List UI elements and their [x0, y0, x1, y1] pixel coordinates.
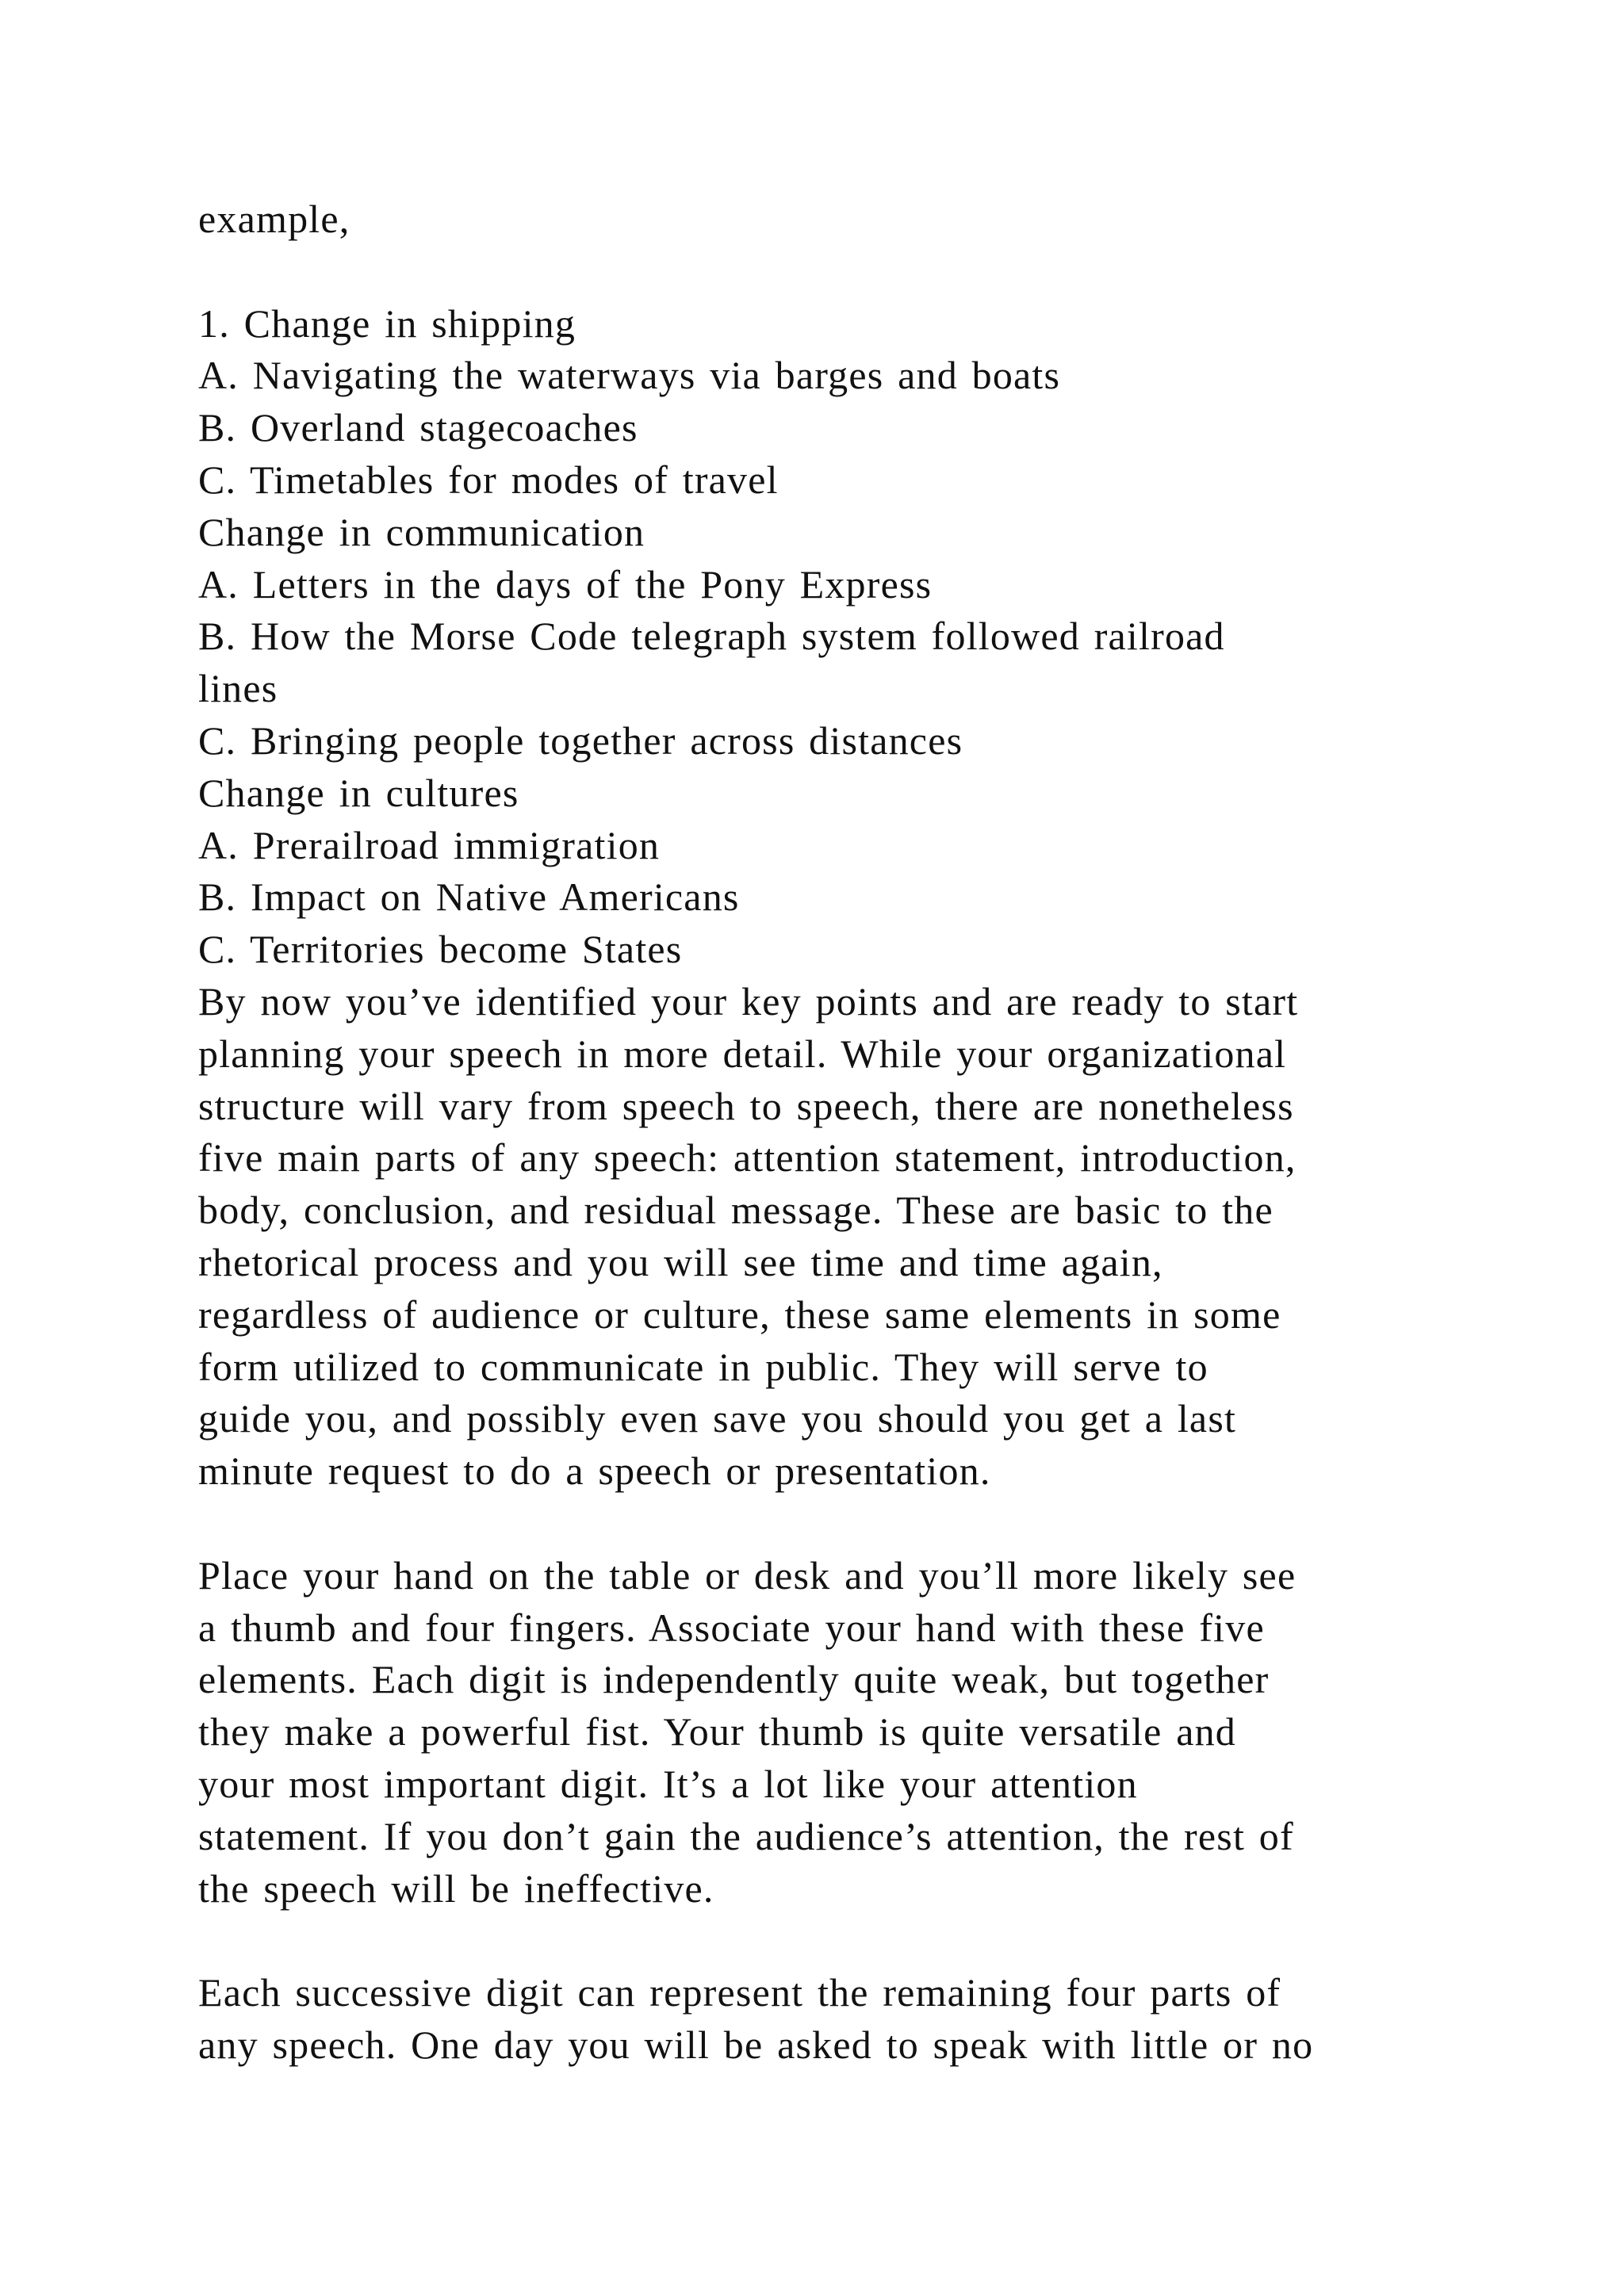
paragraph-line: a thumb and four fingers. Associate your hand with these five: [198, 1605, 1265, 1650]
paragraph-line: minute request to do a speech or presentation.: [198, 1448, 991, 1494]
outline-item: B. Impact on Native Americans: [198, 874, 740, 920]
outline-item: C. Bringing people together across distances: [198, 718, 963, 763]
paragraph-line: the speech will be ineffective.: [198, 1866, 714, 1911]
outline-item: B. How the Morse Code telegraph system followed railroad: [198, 614, 1225, 659]
outline-item: B. Overland stagecoaches: [198, 405, 638, 450]
paragraph-line: structure will vary from speech to speech, there are nonetheless: [198, 1083, 1294, 1128]
outline-item: A. Navigating the waterways via barges and boats: [198, 353, 1061, 398]
outline-item: A. Prerailroad immigration: [198, 822, 661, 867]
blank-line: [198, 1498, 1435, 1550]
paragraph-line: guide you, and possibly even save you should you get a last: [198, 1396, 1237, 1441]
paragraph-line: they make a powerful fist. Your thumb is quite versatile and: [198, 1709, 1236, 1755]
outline-item: C. Timetables for modes of travel: [198, 457, 779, 502]
blank-line: [198, 246, 1435, 298]
paragraph-line: form utilized to communicate in public. They will serve to: [198, 1344, 1208, 1389]
paragraph-line: regardless of audience or culture, these same elements in some: [198, 1292, 1281, 1337]
paragraph-line: statement. If you don’t gain the audience’s attention, the rest of: [198, 1813, 1294, 1858]
paragraph-line: body, conclusion, and residual message. These are basic to the: [198, 1188, 1274, 1233]
paragraph-line: By now you’ve identified your key points and are ready to start: [198, 978, 1299, 1024]
paragraph-line: rhetorical process and you will see time and time again,: [198, 1239, 1163, 1284]
outline-item: A. Letters in the days of the Pony Express: [198, 561, 933, 607]
outline-item: C. Territories become States: [198, 927, 683, 972]
paragraph-line: Each successive digit can represent the remaining four parts of: [198, 1970, 1281, 2015]
paragraph-line: your most important digit. It’s a lot like your attention: [198, 1761, 1138, 1806]
paragraph-line: planning your speech in more detail. While your organizational: [198, 1031, 1287, 1076]
outline-heading: Change in cultures: [198, 770, 519, 815]
outline-heading: 1. Change in shipping: [198, 300, 576, 346]
paragraph-line: Place your hand on the table or desk and you’ll more likely see: [198, 1552, 1297, 1598]
paragraph-line: elements. Each digit is independently quite weak, but together: [198, 1657, 1270, 1702]
paragraph-line: any speech. One day you will be asked to speak with little or no: [198, 2022, 1314, 2067]
outline-heading: Change in communication: [198, 509, 645, 554]
text-line: example,: [198, 197, 350, 241]
outline-item-continuation: lines: [198, 666, 278, 711]
document-body: [198, 193, 1435, 2072]
paragraph-line: five main parts of any speech: attention statement, introduction,: [198, 1135, 1297, 1181]
blank-line: [198, 1915, 1435, 1967]
